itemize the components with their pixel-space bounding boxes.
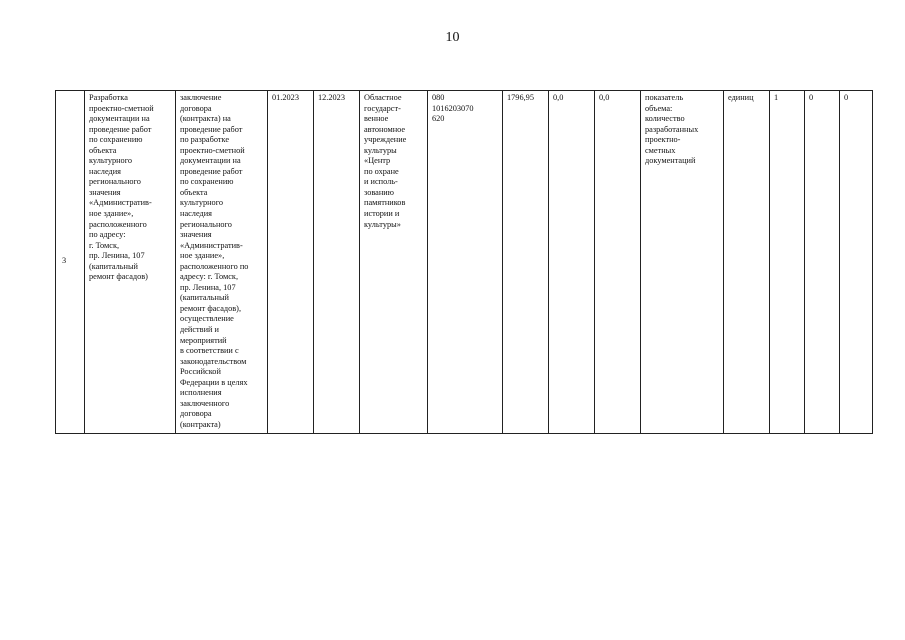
unit-cell: единиц xyxy=(724,91,770,434)
amount-cell-3: 0,0 xyxy=(595,91,641,434)
value-cell-1: 1 xyxy=(770,91,805,434)
value-cell-3: 0 xyxy=(840,91,873,434)
end-date-cell: 12.2023 xyxy=(314,91,360,434)
activity-description-cell: заключение договора (контракта) на проведение работ по разработке проектно-сметной документации на проведение работ по сохранению объекта культурного наследия регионального значения «Административ- ное здание», расположенного по адресу: г. Томск, пр. Ленина, 107 (капитальный ремонт фасадов), осуществление действий и мероприятий в соответствии с законодательством Российской Федерации в целях исполнения заключенного договора (контракта) xyxy=(176,91,268,434)
value-cell-2: 0 xyxy=(805,91,840,434)
table-row xyxy=(56,91,873,434)
activity-name-cell: Разработка проектно-сметной документации на проведение работ по сохранению объекта культурного наследия регионального значения «Административ- ное здание», расположенного по адресу: г. Томск, пр. Ленина, 107 (капитальный ремонт фасадов) xyxy=(85,91,176,434)
start-date-cell: 01.2023 xyxy=(268,91,314,434)
amount-cell: 1796,95 xyxy=(503,91,549,434)
indicator-cell: показатель объема: количество разработанных проектно- сметных документаций xyxy=(641,91,724,434)
budget-code-cell: 080 1016203070 620 xyxy=(428,91,503,434)
executor-cell: Областное государст- венное автономное учреждение культуры «Центр по охране и исполь- зованию памятников истории и культуры» xyxy=(360,91,428,434)
page-number: 10 xyxy=(445,30,460,45)
row-number-cell: 3 xyxy=(56,91,85,434)
amount-cell-2: 0,0 xyxy=(549,91,595,434)
program-table xyxy=(55,90,873,434)
